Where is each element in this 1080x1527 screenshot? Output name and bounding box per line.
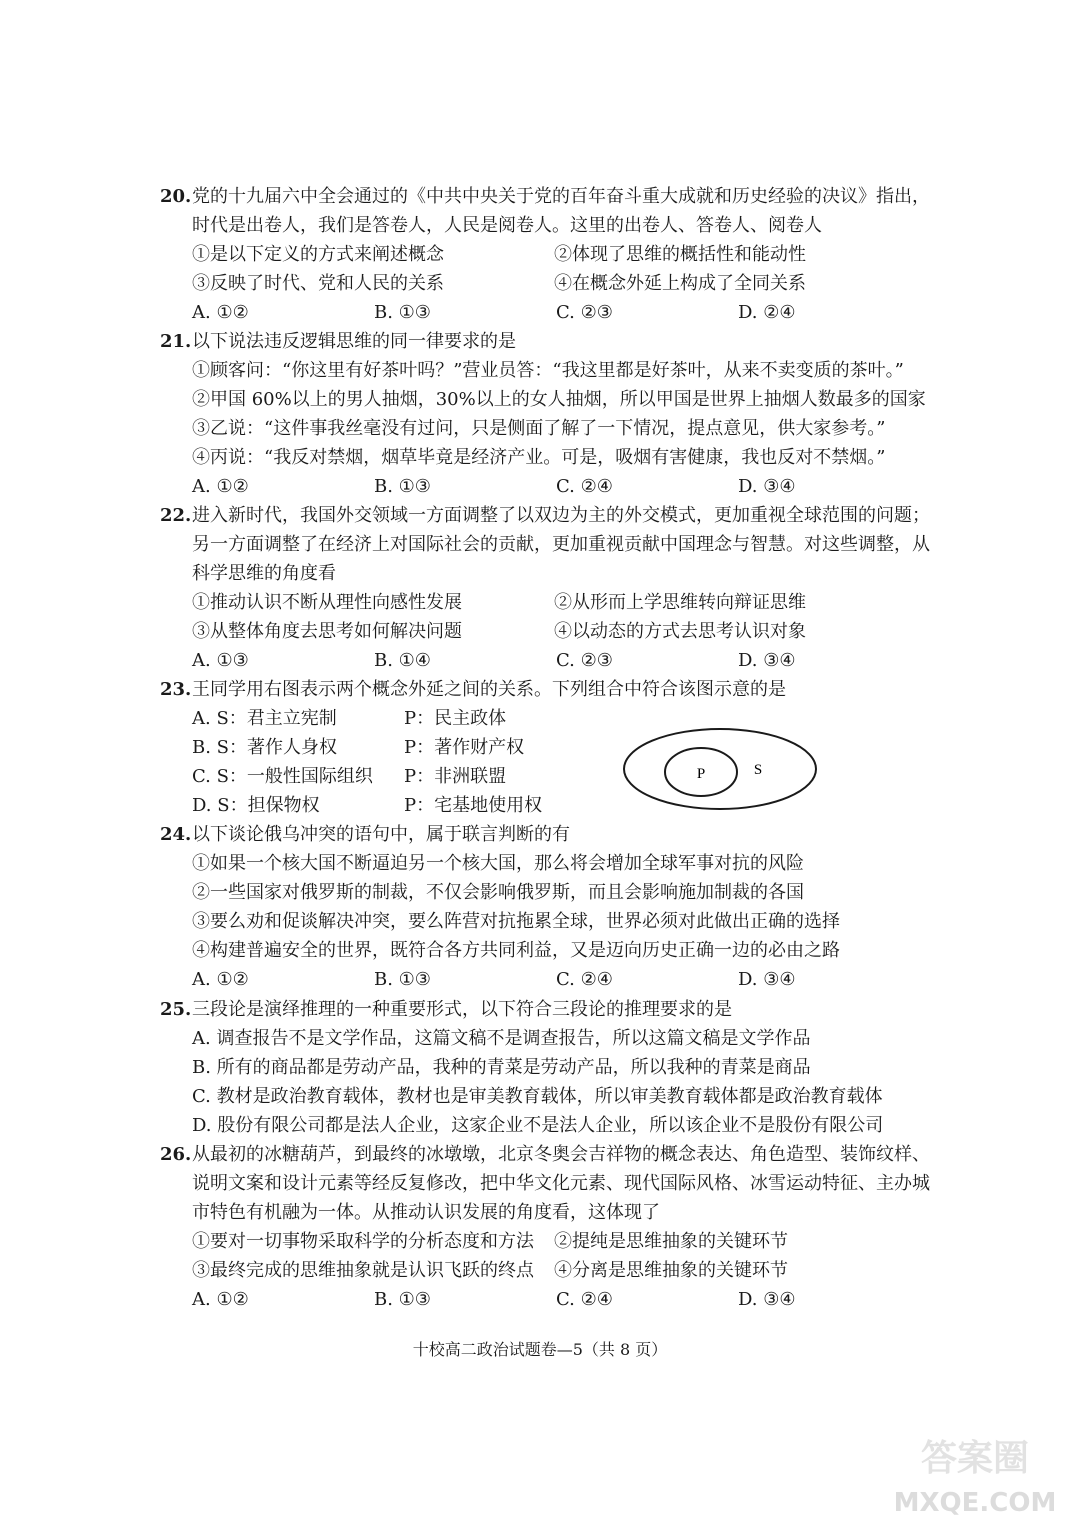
statement: ④分离是思维抽象的关键环节	[554, 1260, 788, 1281]
option-s: A. S：君主立宪制	[192, 708, 337, 729]
question-stem	[160, 820, 930, 849]
statement-row	[160, 617, 930, 646]
question-stem	[160, 995, 930, 1024]
choice-b: B. ①③	[374, 302, 431, 323]
choice-d: D. ③④	[738, 476, 796, 497]
choice-d: D. ③④	[738, 650, 796, 671]
question-stem	[160, 327, 930, 356]
answer-choices	[160, 472, 930, 501]
statement-row	[160, 240, 930, 269]
page-footer: 十校高二政治试题卷—5（共 8 页）	[412, 1340, 668, 1359]
statement: ②体现了思维的概括性和能动性	[554, 244, 806, 265]
answer-choices	[160, 646, 930, 675]
option-c: C. 教材是政治教育载体，教材也是审美教育载体，所以审美教育载体都是政治教育载体	[192, 1086, 883, 1107]
answer-choices	[160, 965, 930, 994]
question-number: 22.	[160, 505, 192, 526]
option-s: C. S：一般性国际组织	[192, 766, 373, 787]
choice-b: B. ①③	[374, 969, 431, 990]
question-number: 21.	[160, 331, 192, 352]
choice-d: D. ③④	[738, 969, 796, 990]
choice-a: A. ①②	[192, 1289, 249, 1310]
choice-c: C. ②④	[556, 476, 613, 497]
statement: ③要么劝和促谈解决冲突，要么阵营对抗拖累全球，世界必须对此做出正确的选择	[192, 911, 840, 932]
question-number: 26.	[160, 1144, 192, 1165]
statement: ②甲国 60%以上的男人抽烟，30%以上的女人抽烟，所以甲国是世界上抽烟人数最多的国家	[192, 389, 926, 410]
option-b: B. 所有的商品都是劳动产品，我种的青菜是劳动产品，所以我种的青菜是商品	[192, 1057, 811, 1078]
statement: ③从整体角度去思考如何解决问题	[192, 621, 462, 642]
answer-choices	[160, 1285, 930, 1314]
question-text: 王同学用右图表示两个概念外延之间的关系。下列组合中符合该图示意的是	[192, 679, 786, 700]
statement: ②一些国家对俄罗斯的制裁，不仅会影响俄罗斯，而且会影响施加制裁的各国	[192, 882, 804, 903]
question-stem	[160, 1140, 930, 1227]
question-26	[160, 1140, 930, 1314]
choice-c: C. ②③	[556, 302, 613, 323]
question-21	[160, 327, 930, 501]
choice-a: A. ①②	[192, 969, 249, 990]
option-s: B. S：著作人身权	[192, 737, 338, 758]
statement: ①顾客问：“你这里有好茶叶吗？”营业员答：“我这里都是好茶叶，从来不卖变质的茶叶。”	[192, 360, 904, 381]
statement-row	[160, 1227, 930, 1256]
question-number: 25.	[160, 999, 192, 1020]
choice-d: D. ②④	[738, 302, 796, 323]
question-24	[160, 820, 930, 994]
statement-row	[160, 588, 930, 617]
statement-row	[160, 1256, 930, 1285]
option-p: P：民主政体	[404, 708, 507, 729]
statement: ③乙说：“这件事我丝毫没有过问，只是侧面了解了一下情况，提点意见，供大家参考。”	[192, 418, 886, 439]
question-text: 以下谈论俄乌冲突的语句中，属于联言判断的有	[192, 824, 570, 845]
concept-relation-diagram	[620, 724, 820, 814]
question-text: 三段论是演绎推理的一种重要形式，以下符合三段论的推理要求的是	[192, 999, 732, 1020]
choice-a: A. ①③	[192, 650, 249, 671]
question-number: 23.	[160, 679, 192, 700]
question-stem	[160, 501, 930, 588]
outer-ellipse-s	[624, 729, 816, 809]
statement: ④丙说：“我反对禁烟，烟草毕竟是经济产业。可是，吸烟有害健康，我也反对不禁烟。”	[192, 447, 886, 468]
choice-a: A. ①②	[192, 476, 249, 497]
statement: ③反映了时代、党和人民的关系	[192, 273, 444, 294]
choice-b: B. ①③	[374, 1289, 431, 1310]
option-p: P：著作财产权	[404, 737, 525, 758]
watermark-logo	[880, 1430, 1070, 1522]
question-text: 以下说法违反逻辑思维的同一律要求的是	[192, 331, 516, 352]
option-p: P：非洲联盟	[404, 766, 507, 787]
question-number: 20.	[160, 186, 192, 207]
statement: ②从形而上学思维转向辩证思维	[554, 592, 806, 613]
question-number: 24.	[160, 824, 192, 845]
answer-choices	[160, 298, 930, 327]
choice-a: A. ①②	[192, 302, 249, 323]
question-stem	[160, 182, 930, 240]
choice-c: C. ②④	[556, 969, 613, 990]
question-22	[160, 501, 930, 675]
statement: ④在概念外延上构成了全同关系	[554, 273, 806, 294]
statement: ④构建普遍安全的世界，既符合各方共同利益，又是迈向历史正确一边的必由之路	[192, 940, 840, 961]
question-text: 进入新时代，我国外交领域一方面调整了以双边为主的外交模式，更加重视全球范围的问题；另一方面调整了在经济上对国际社会的贡献，更加重视贡献中国理念与智慧。对这些调整，从科学思维的角度看	[192, 505, 930, 584]
statement: ①要对一切事物采取科学的分析态度和方法	[192, 1231, 534, 1252]
question-text: 从最初的冰糖葫芦，到最终的冰墩墩，北京冬奥会吉祥物的概念表达、角色造型、装饰纹样、说明文案和设计元素等经反复修改，把中华文化元素、现代国际风格、冰雪运动特征、主办城市特色有机融为一体。从推动认识发展的角度看，这体现了	[192, 1144, 930, 1223]
option-d: D. 股份有限公司都是法人企业，这家企业不是法人企业，所以该企业不是股份有限公司	[192, 1115, 884, 1136]
option-p: P：宅基地使用权	[404, 795, 543, 816]
choice-c: C. ②④	[556, 1289, 613, 1310]
statement: ②提纯是思维抽象的关键环节	[554, 1231, 788, 1252]
watermark-url: MXQE.COM	[893, 1488, 1057, 1518]
inner-label: P	[696, 766, 706, 782]
question-25	[160, 995, 930, 1140]
statement: ①如果一个核大国不断逼迫另一个核大国，那么将会增加全球军事对抗的风险	[192, 853, 804, 874]
choice-b: B. ①③	[374, 476, 431, 497]
choice-c: C. ②③	[556, 650, 613, 671]
statement: ①推动认识不断从理性向感性发展	[192, 592, 462, 613]
choice-b: B. ①④	[374, 650, 431, 671]
option-a: A. 调查报告不是文学作品，这篇文稿不是调查报告，所以这篇文稿是文学作品	[192, 1028, 811, 1049]
option-s: D. S：担保物权	[192, 795, 320, 816]
outer-label: S	[753, 762, 763, 778]
statement: ③最终完成的思维抽象就是认识飞跃的终点	[192, 1260, 534, 1281]
question-20	[160, 182, 930, 327]
statement: ①是以下定义的方式来阐述概念	[192, 244, 444, 265]
question-stem	[160, 675, 930, 704]
statement-row	[160, 269, 930, 298]
question-text: 党的十九届六中全会通过的《中共中央关于党的百年奋斗重大成就和历史经验的决议》指出，时代是出卷人，我们是答卷人，人民是阅卷人。这里的出卷人、答卷人、阅卷人	[192, 186, 930, 236]
watermark-text: 答案圈	[920, 1438, 1029, 1479]
choice-d: D. ③④	[738, 1289, 796, 1310]
statement: ④以动态的方式去思考认识对象	[554, 621, 806, 642]
